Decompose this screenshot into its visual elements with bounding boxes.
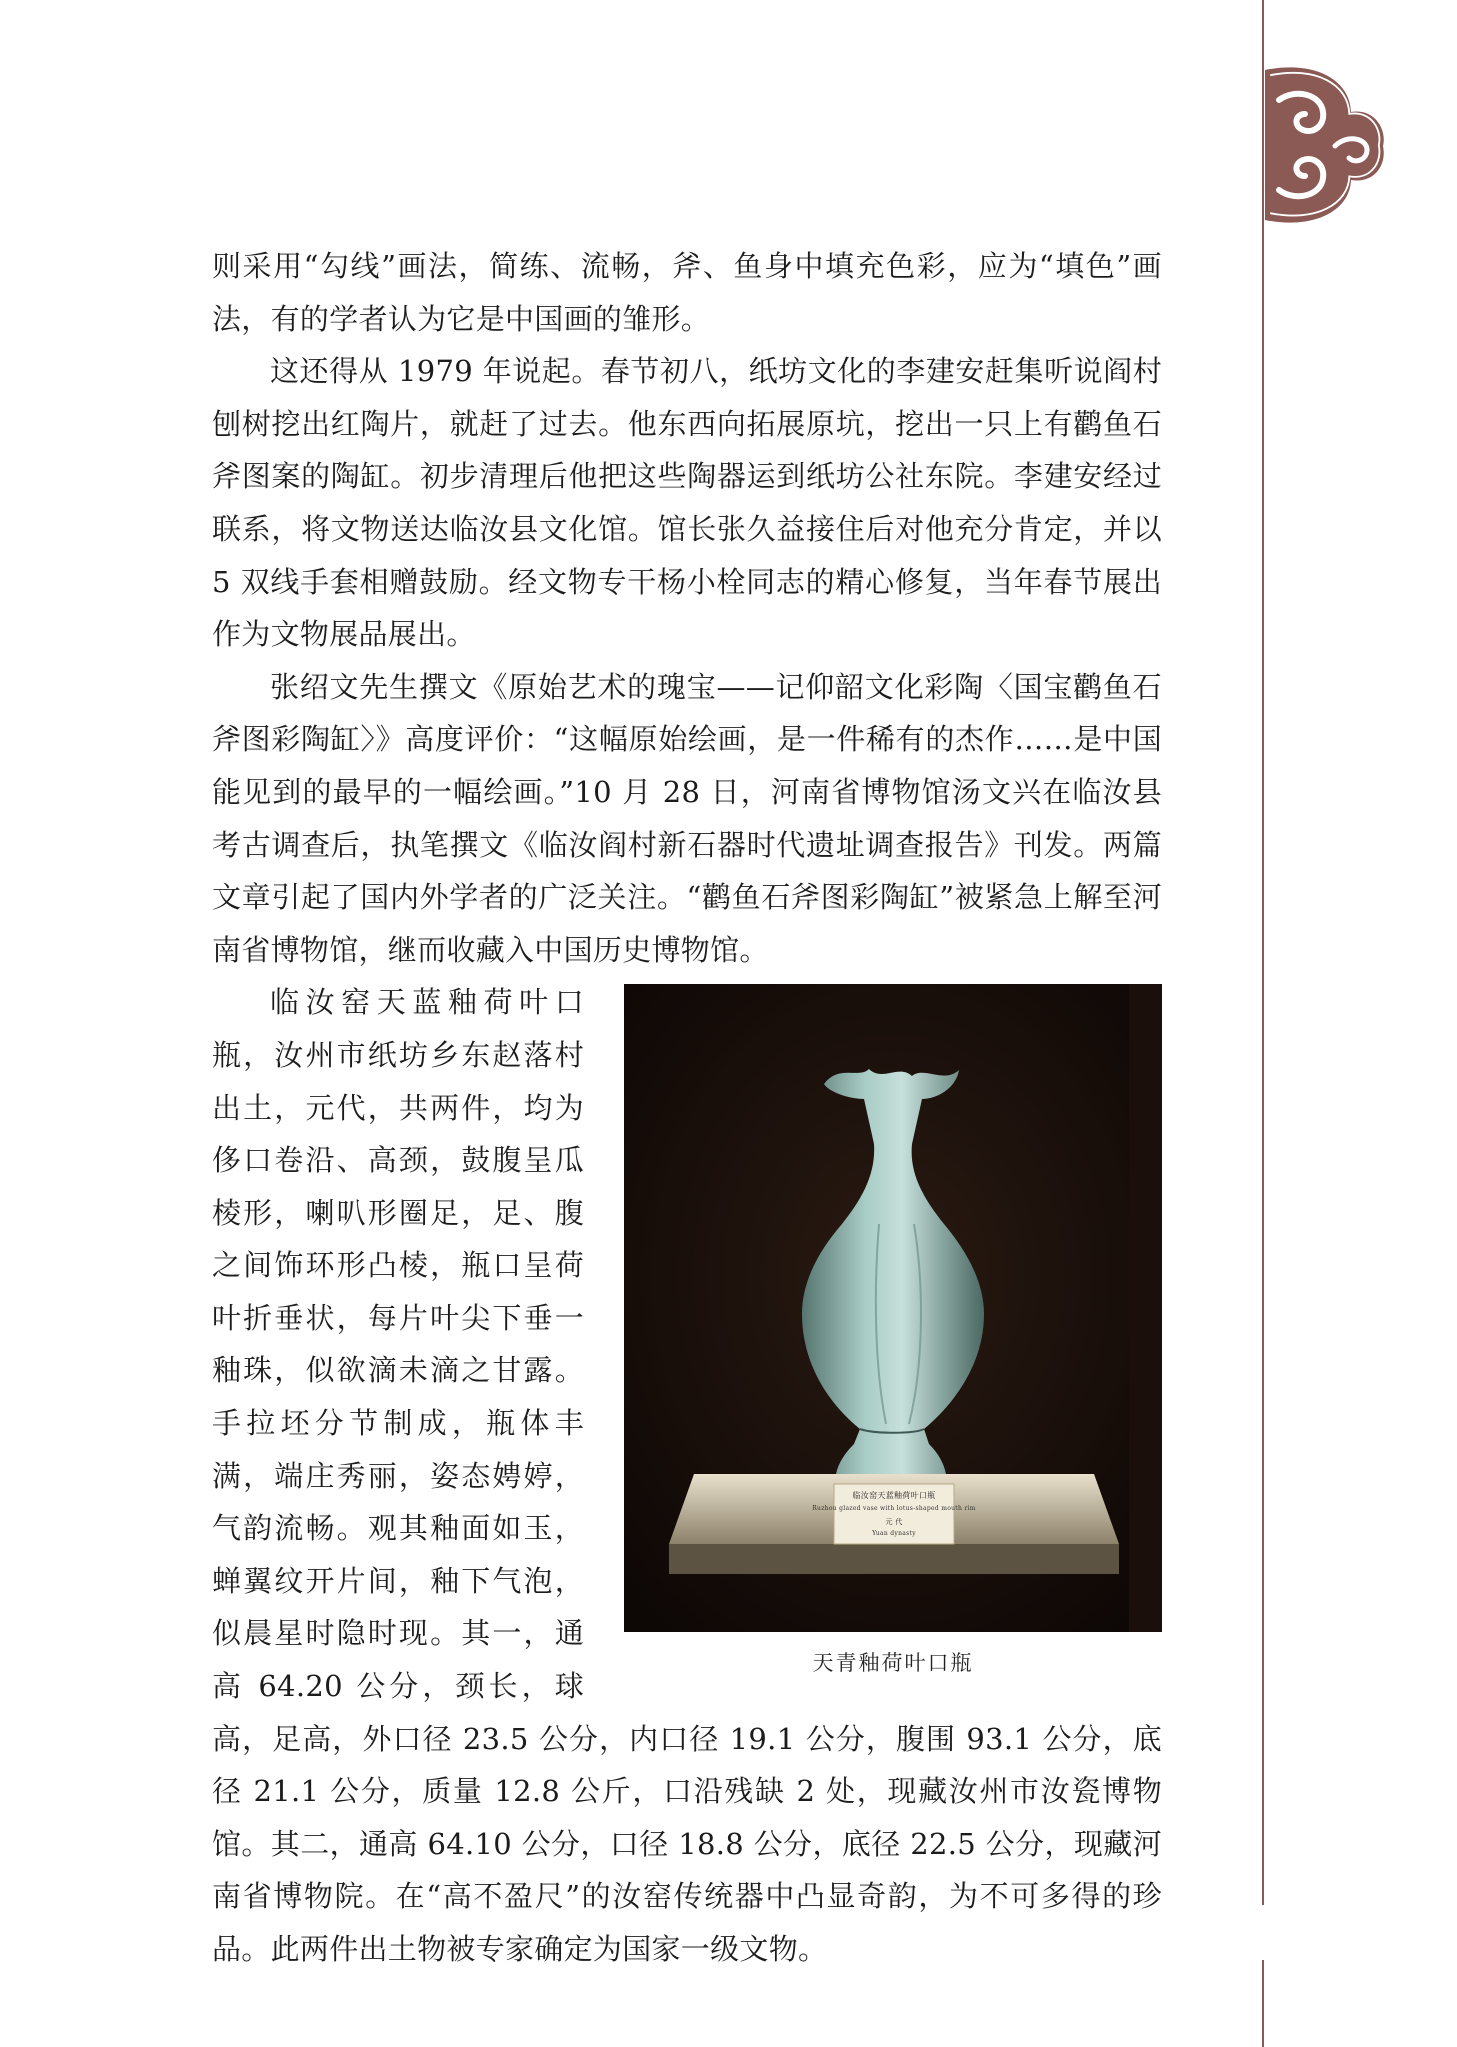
vase-photo: [624, 984, 1162, 1632]
exhibit-label-en: Ruzhou glazed vase with lotus-shaped mouth rim: [812, 1505, 976, 1513]
paragraph-2: 这还得从 1979 年说起。春节初八，纸坊文化的李建安赶集听说阎村刨树挖出红陶片，就赶了过去。他东西向拓展原坑，挖出一只上有鹳鱼石斧图案的陶缸。初步清理后他把这些陶器运到纸坊公社东院。李建安经过联系，将文物送达临汝县文化馆。馆长张久益接住后对他充分肯定，并以 5 双线手套相赠鼓励。经文物专干杨小栓同志的精心修复，当年春节展出作为文物展品展出。: [212, 354, 1162, 652]
exhibit-label-era: 元 代: [885, 1518, 903, 1527]
cloud-ornament-icon: [1255, 60, 1385, 230]
margin-rule: [1262, 0, 1264, 1905]
body-text: [212, 240, 1162, 1976]
exhibit-label-era-en: Yuan dynasty: [872, 1530, 916, 1538]
paragraph-3: 张绍文先生撰文《原始艺术的瑰宝——记仰韶文化彩陶〈国宝鹳鱼石斧图彩陶缸〉》高度评价：“这幅原始绘画，是一件稀有的杰作……是中国能见到的最早的一幅绘画。”10 月 28 日，河南省博物馆汤文兴在临汝县考古调查后，执笔撰文《临汝阎村新石器时代遗址调查报告》刊发。两篇文章引起了国内外学者的广泛关注。“鹳鱼石斧图彩陶缸”被紧急上解至河南省博物馆，继而收藏入中国历史博物馆。: [212, 669, 1162, 967]
figure-caption: 天青釉荷叶口瓶: [812, 1651, 974, 1676]
vase-figure: [624, 984, 1162, 1674]
margin-rule-bottom: [1262, 1960, 1264, 2047]
paragraph-1: 则采用“勾线”画法，简练、流畅，斧、鱼身中填充色彩，应为“填色”画法，有的学者认为它是中国画的雏形。: [212, 249, 1162, 336]
paragraph-4: 临汝窑天蓝釉荷叶口瓶，汝州市纸坊乡东赵落村出土，元代，共两件，均为侈口卷沿、高颈，鼓腹呈瓜棱形，喇叭形圈足，足、腹之间饰环形凸棱，瓶口呈荷叶折垂状，每片叶尖下垂一釉珠，似欲滴未滴之甘露。手拉坯分节制成，瓶体丰满，端庄秀丽，姿态娉婷，气韵流畅。观其釉面如玉，蝉翼纹开片间，釉下气泡，似晨星时隐时现。其一，通高 64.20 公分，颈长，球高，足高，外口径 23.5 公分，内口径 19.1 公分，腹围 93.1 公分，底径 21.1 公分，质量 12.8 公斤，口沿残缺 2 处，现藏汝州市汝瓷博物馆。其二，通高 64.10 公分，口径 18.8 公分，底径 22.5 公分，现藏河南省博物院。在“高不盈尺”的汝窑传统器中凸显奇韵，为不可多得的珍品。此两件出土物被专家确定为国家一级文物。: [212, 985, 1162, 1966]
exhibit-label-title: 临汝窑天蓝釉荷叶口瓶: [852, 1491, 936, 1501]
